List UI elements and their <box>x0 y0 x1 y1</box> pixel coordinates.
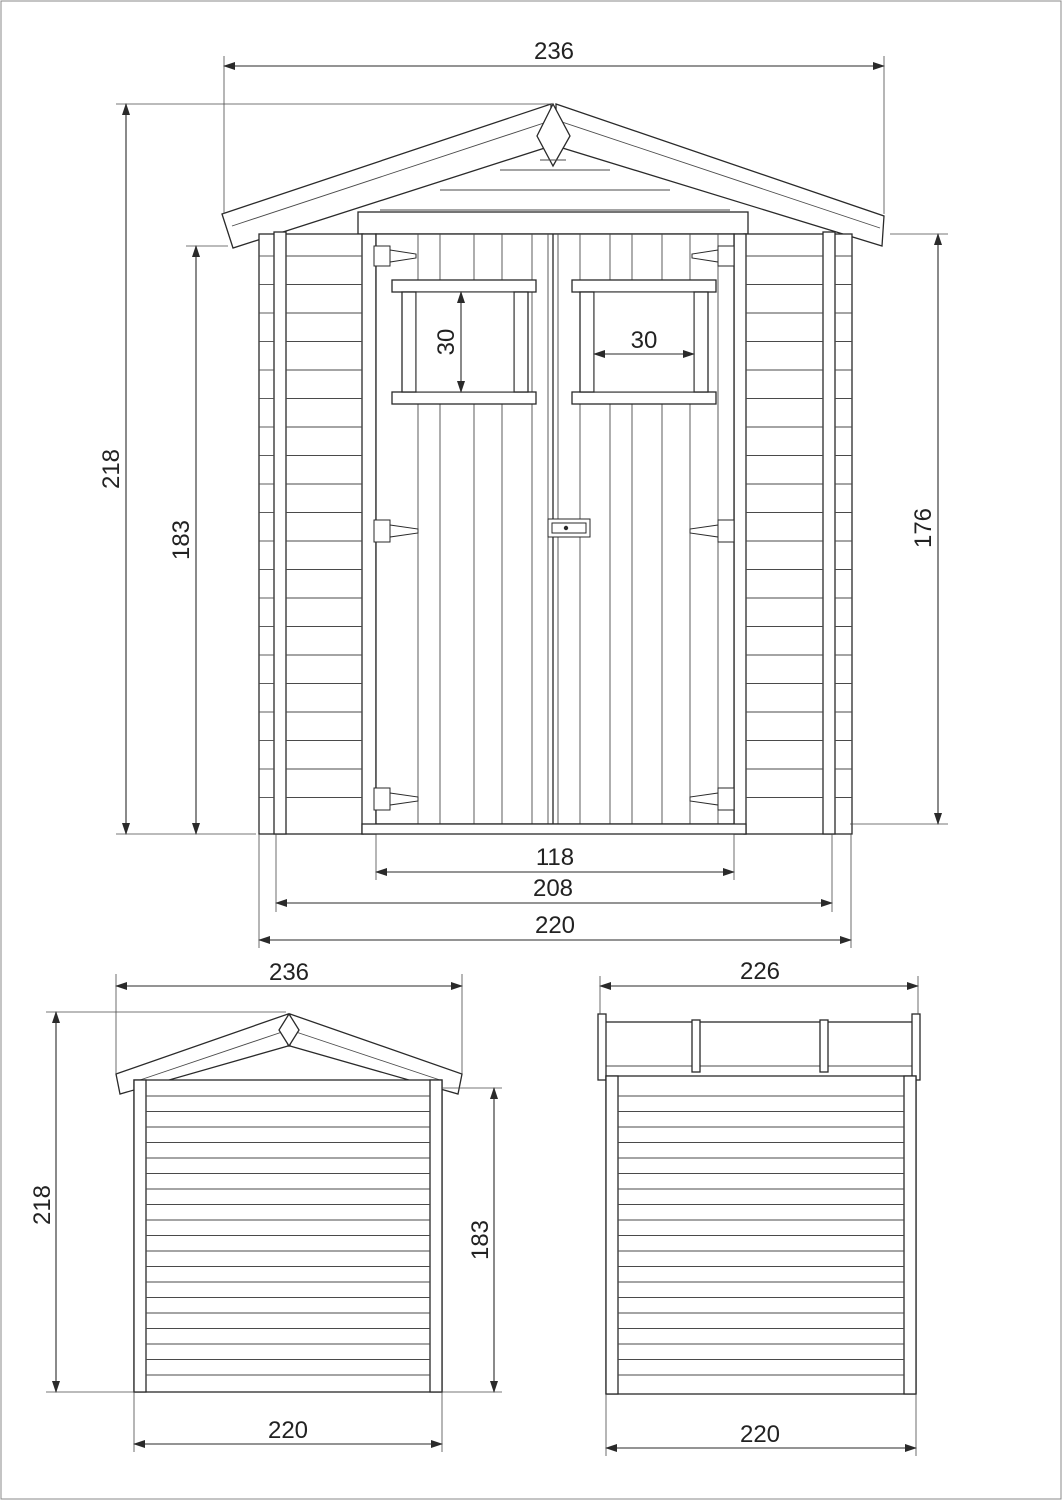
back-roof-depth-label: 226 <box>739 958 781 985</box>
door-latch-icon <box>548 519 590 537</box>
side-roof-width-label: 236 <box>268 959 310 986</box>
left-window <box>392 280 536 404</box>
side-base-width-label: 220 <box>267 1417 309 1444</box>
front-wall-height-label: 183 <box>168 519 195 561</box>
side-view <box>29 959 502 1452</box>
window-width-label: 30 <box>630 327 658 354</box>
side-total-height-label: 218 <box>29 1184 56 1226</box>
window-height-label: 30 <box>433 328 460 356</box>
front-width-label: 208 <box>532 875 574 902</box>
back-base-width-label: 220 <box>739 1421 781 1448</box>
front-view <box>98 38 948 948</box>
front-base-width-label: 220 <box>534 912 576 939</box>
front-total-height-label: 218 <box>98 448 125 490</box>
back-view <box>598 958 920 1456</box>
door-width-label: 118 <box>535 844 575 871</box>
door-header-board <box>358 212 748 234</box>
front-overall-width-label: 236 <box>533 38 575 65</box>
door-threshold <box>362 824 746 834</box>
door-height-label: 176 <box>910 507 937 549</box>
side-wall-height-label: 183 <box>467 1219 494 1261</box>
